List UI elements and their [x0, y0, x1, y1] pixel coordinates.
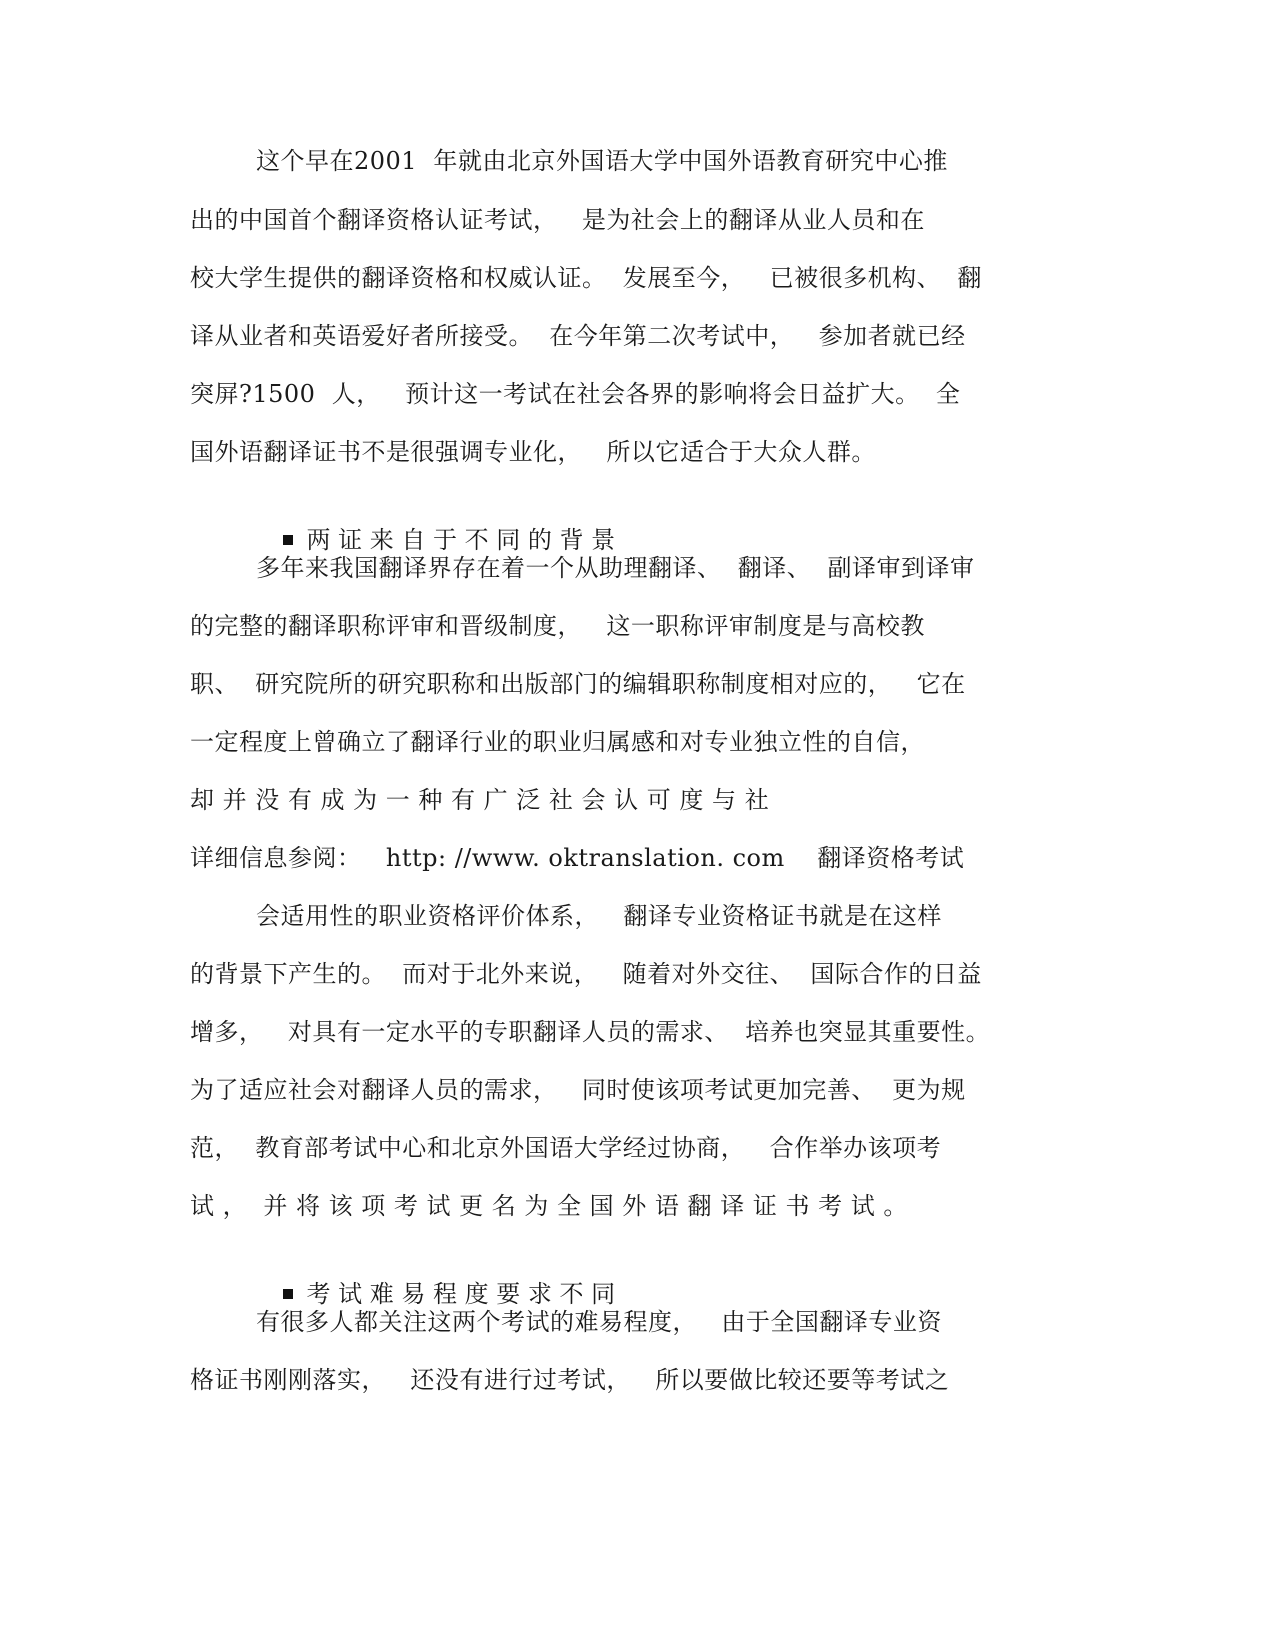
reference-link-line: 详细信息参阅： http: //www. oktranslation. com 翻译资格考试: [190, 844, 965, 872]
paragraph-line: 有很多人都关注这两个考试的难易程度， 由于全国翻译专业资: [256, 1308, 942, 1336]
paragraph-line: 多年来我国翻译界存在着一个从助理翻译、 翻译、 副译审到译审: [256, 554, 975, 582]
paragraph-line: 校大学生提供的翻译资格和权威认证。 发展至今， 已被很多机构、 翻: [190, 264, 982, 292]
paragraph-line: 的背景下产生的。 而对于北外来说， 随着对外交往、 国际合作的日益: [190, 960, 982, 988]
paragraph-line: 会适用性的职业资格评价体系， 翻译专业资格证书就是在这样: [256, 902, 942, 930]
paragraph-line: 职、 研究院所的研究职称和出版部门的编辑职称制度相对应的， 它在: [190, 670, 966, 698]
paragraph-line: 却 并 没 有 成 为 一 种 有 广 泛 社 会 认 可 度 与 社: [190, 786, 770, 814]
paragraph-line: 的完整的翻译职称评审和晋级制度， 这一职称评审制度是与高校教: [190, 612, 925, 640]
paragraph-line: 译从业者和英语爱好者所接受。 在今年第二次考试中， 参加者就已经: [190, 322, 966, 350]
paragraph-line: 一定程度上曾确立了翻译行业的职业归属感和对专业独立性的自信，: [190, 728, 925, 756]
square-bullet-icon: [283, 535, 293, 545]
square-bullet-icon: [283, 1289, 293, 1299]
paragraph-line: 为了适应社会对翻译人员的需求， 同时使该项考试更加完善、 更为规: [190, 1076, 966, 1104]
paragraph-line: 范， 教育部考试中心和北京外国语大学经过协商， 合作举办该项考: [190, 1134, 942, 1162]
section-heading-text: 两 证 来 自 于 不 同 的 背 景: [306, 526, 616, 554]
paragraph-line: 试 ， 并 将 该 项 考 试 更 名 为 全 国 外 语 翻 译 证 书 考 试 。: [190, 1192, 908, 1220]
paragraph-line: 格证书刚刚落实， 还没有进行过考试， 所以要做比较还要等考试之: [190, 1366, 950, 1394]
paragraph-line: 国外语翻译证书不是很强调专业化， 所以它适合于大众人群。: [190, 438, 876, 466]
paragraph-line: 突屏?1500 人， 预计这一考试在社会各界的影响将会日益扩大。 全: [190, 380, 961, 408]
section-heading-text: 考 试 难 易 程 度 要 求 不 同: [306, 1280, 616, 1308]
paragraph-line: 这个早在2001 年就由北京外国语大学中国外语教育研究中心推: [256, 147, 948, 175]
paragraph-line: 出的中国首个翻译资格认证考试， 是为社会上的翻译从业人员和在: [190, 206, 925, 234]
paragraph-line: 增多， 对具有一定水平的专职翻译人员的需求、 培养也突显其重要性。: [190, 1018, 991, 1046]
